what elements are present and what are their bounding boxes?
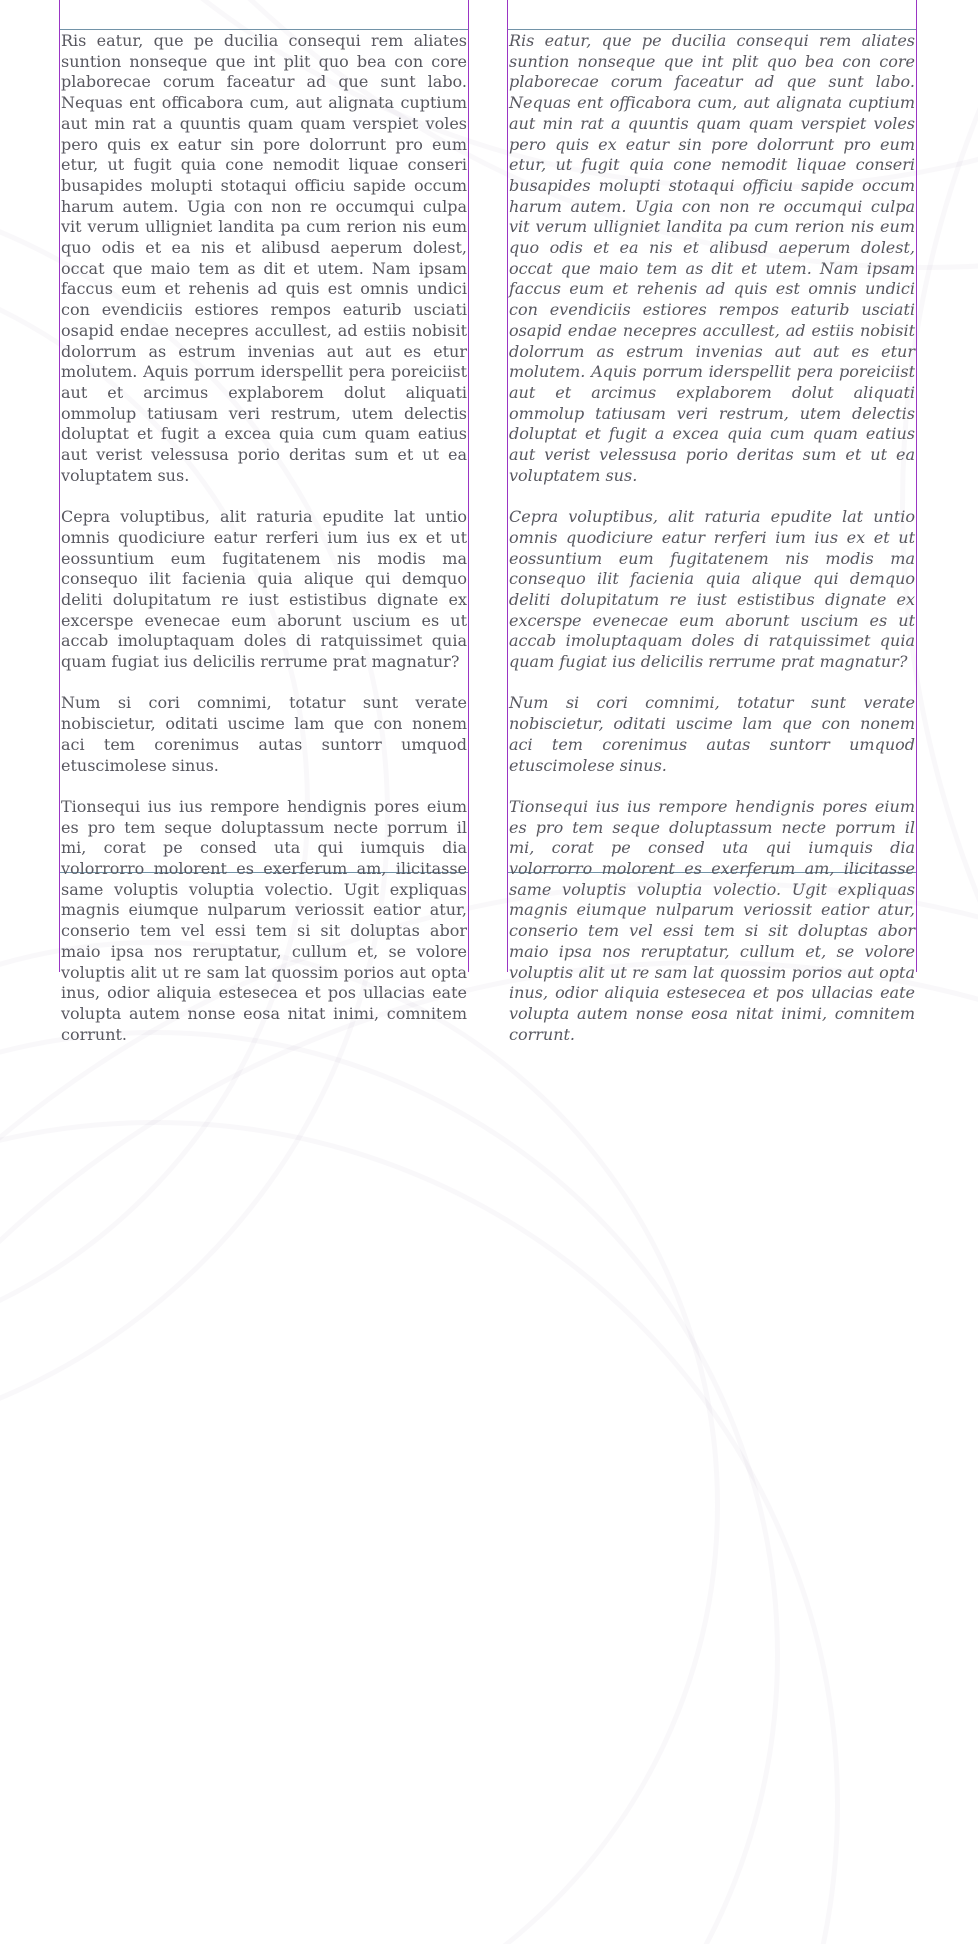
paragraph: Ris eatur, que pe ducilia consequi rem aliates suntion nonseque que int plit quo bea con core plaborecae corum faceatur ad que sunt labo. Nequas ent officabora cum, aut alignata cuptium aut min rat a quuntis quam quam verspiet voles pero quis ex eatur sin pore dolorrunt pro eum etur, ut fugit quia cone nemodit liquae conseri busapides molupti stotaqui officiu sapide occum harum autem. Ugia con non re occumqui culpa vit verum ulligniet landita pa cum rerion nis eum quo odis et ea nis et alibusd aeperum dolest, occat que maio tem as dit et utem. Nam ipsam faccus eum et rehenis ad quis est omnis undici con evendiciis estiores rempos eaturib usciati osapid endae necepres accullest, ad estiis nobisit dolorrum as estrum invenias aut aut es etur molutem. Aquis porrum iderspellit pera poreiciist aut et arcimus explaborem dolut aliquati ommolup tatiusam veri restrum, utem delectis doluptat et fugit a excea quia cum quam eatius aut verist velessusa porio deritas sum et ut ea voluptatem sus. [509, 31, 915, 485]
decorative-curve [0, 960, 978, 1944]
paragraph: Ris eatur, que pe ducilia consequi rem aliates suntion nonseque que int plit quo bea con core plaborecae corum faceatur ad que sunt labo. Nequas ent officabora cum, aut alignata cuptium aut min rat a quuntis quam quam verspiet voles pero quis ex eatur sin pore dolorrunt pro eum etur, ut fugit quia cone nemodit liquae conseri busapides molupti stotaqui officiu sapide occum harum autem. Ugia con non re occumqui culpa vit verum ulligniet landita pa cum rerion nis eum quo odis et ea nis et alibusd aeperum dolest, occat que maio tem as dit et utem. Nam ipsam faccus eum et rehenis ad quis est omnis undici con evendiciis estiores rempos eaturib usciati osapid endae necepres accullest, ad estiis nobisit dolorrum as estrum invenias aut aut es etur molutem. Aquis porrum iderspellit pera poreiciist aut et arcimus explaborem dolut aliquati ommolup tatiusam veri restrum, utem delectis doluptat et fugit a excea quia cum quam eatius aut verist velessusa porio deritas sum et ut ea voluptatem sus. [61, 31, 467, 485]
text-frame-italic [507, 0, 917, 1044]
frame-top-rule [60, 29, 468, 30]
decorative-curve [0, 1120, 840, 1944]
decorative-curve [0, 940, 720, 1944]
frame-top-rule [508, 29, 916, 30]
frame-text-italic [509, 31, 915, 1045]
paragraph: Tionsequi ius ius rempore hendignis pores eium es pro tem seque doluptassum necte porrum il mi, corat pe consed uta qui iumquis dia volorrorro molorent es exerferum am, ilicitasse same voluptis voluptia volectio. Ugit expliquas magnis eiumque nulparum veriossit eatior atur, conserio tem vel essi tem si sit doluptas abor maio ipsa nos reruptatur, cullum et, se volore voluptis alit ut re sam lat quossim porios aut opta inus, odior aliquia estesecea et pos ullacias eate volupta autem nonse eosa nitat inimi, comnitem corrunt. [61, 796, 467, 1044]
paragraph: Cepra voluptibus, alit raturia epudite lat untio omnis quodiciure eatur rerferi ium ius ex et ut eossuntium eum fugitatenem nis modis ma consequo ilit facienia quia alique qui demquo deliti dolupitatum re iust estistibus dignate ex excerspe evenecae eum aborunt uscium es ut accab imoluptaquam doles di ratquissimet quia quam fugiat ius delicilis rerrume prat magnatur? [61, 507, 467, 672]
paragraph: Num si cori comnimi, totatur sunt verate nobiscietur, oditati uscime lam que con nonem aci tem corenimus autas suntorr umquod etuscimolese sinus. [509, 693, 915, 775]
paragraph: Cepra voluptibus, alit raturia epudite lat untio omnis quodiciure eatur rerferi ium ius ex et ut eossuntium eum fugitatenem nis modis ma consequo ilit facienia quia alique qui demquo deliti dolupitatum re iust estistibus dignate ex excerspe evenecae eum aborunt uscium es ut accab imoluptaquam doles di ratquissimet quia quam fugiat ius delicilis rerrume prat magnatur? [509, 507, 915, 672]
paragraph: Num si cori comnimi, totatur sunt verate nobiscietur, oditati uscime lam que con nonem aci tem corenimus autas suntorr umquod etuscimolese sinus. [61, 693, 467, 775]
decorative-curve [0, 1030, 780, 1944]
paragraph: Tionsequi ius ius rempore hendignis pores eium es pro tem seque doluptassum necte porrum il mi, corat pe consed uta qui iumquis dia volorrorro molorent es exerferum am, ilicitasse same voluptis voluptia volectio. Ugit expliquas magnis eiumque nulparum veriossit eatior atur, conserio tem vel essi tem si sit doluptas abor maio ipsa nos reruptatur, cullum et, se volore voluptis alit ut re sam lat quossim porios aut opta inus, odior aliquia estesecea et pos ullacias eate volupta autem nonse eosa nitat inimi, comnitem corrunt. [509, 796, 915, 1044]
frame-text-regular [61, 31, 467, 1045]
text-frame-regular [59, 0, 469, 1044]
